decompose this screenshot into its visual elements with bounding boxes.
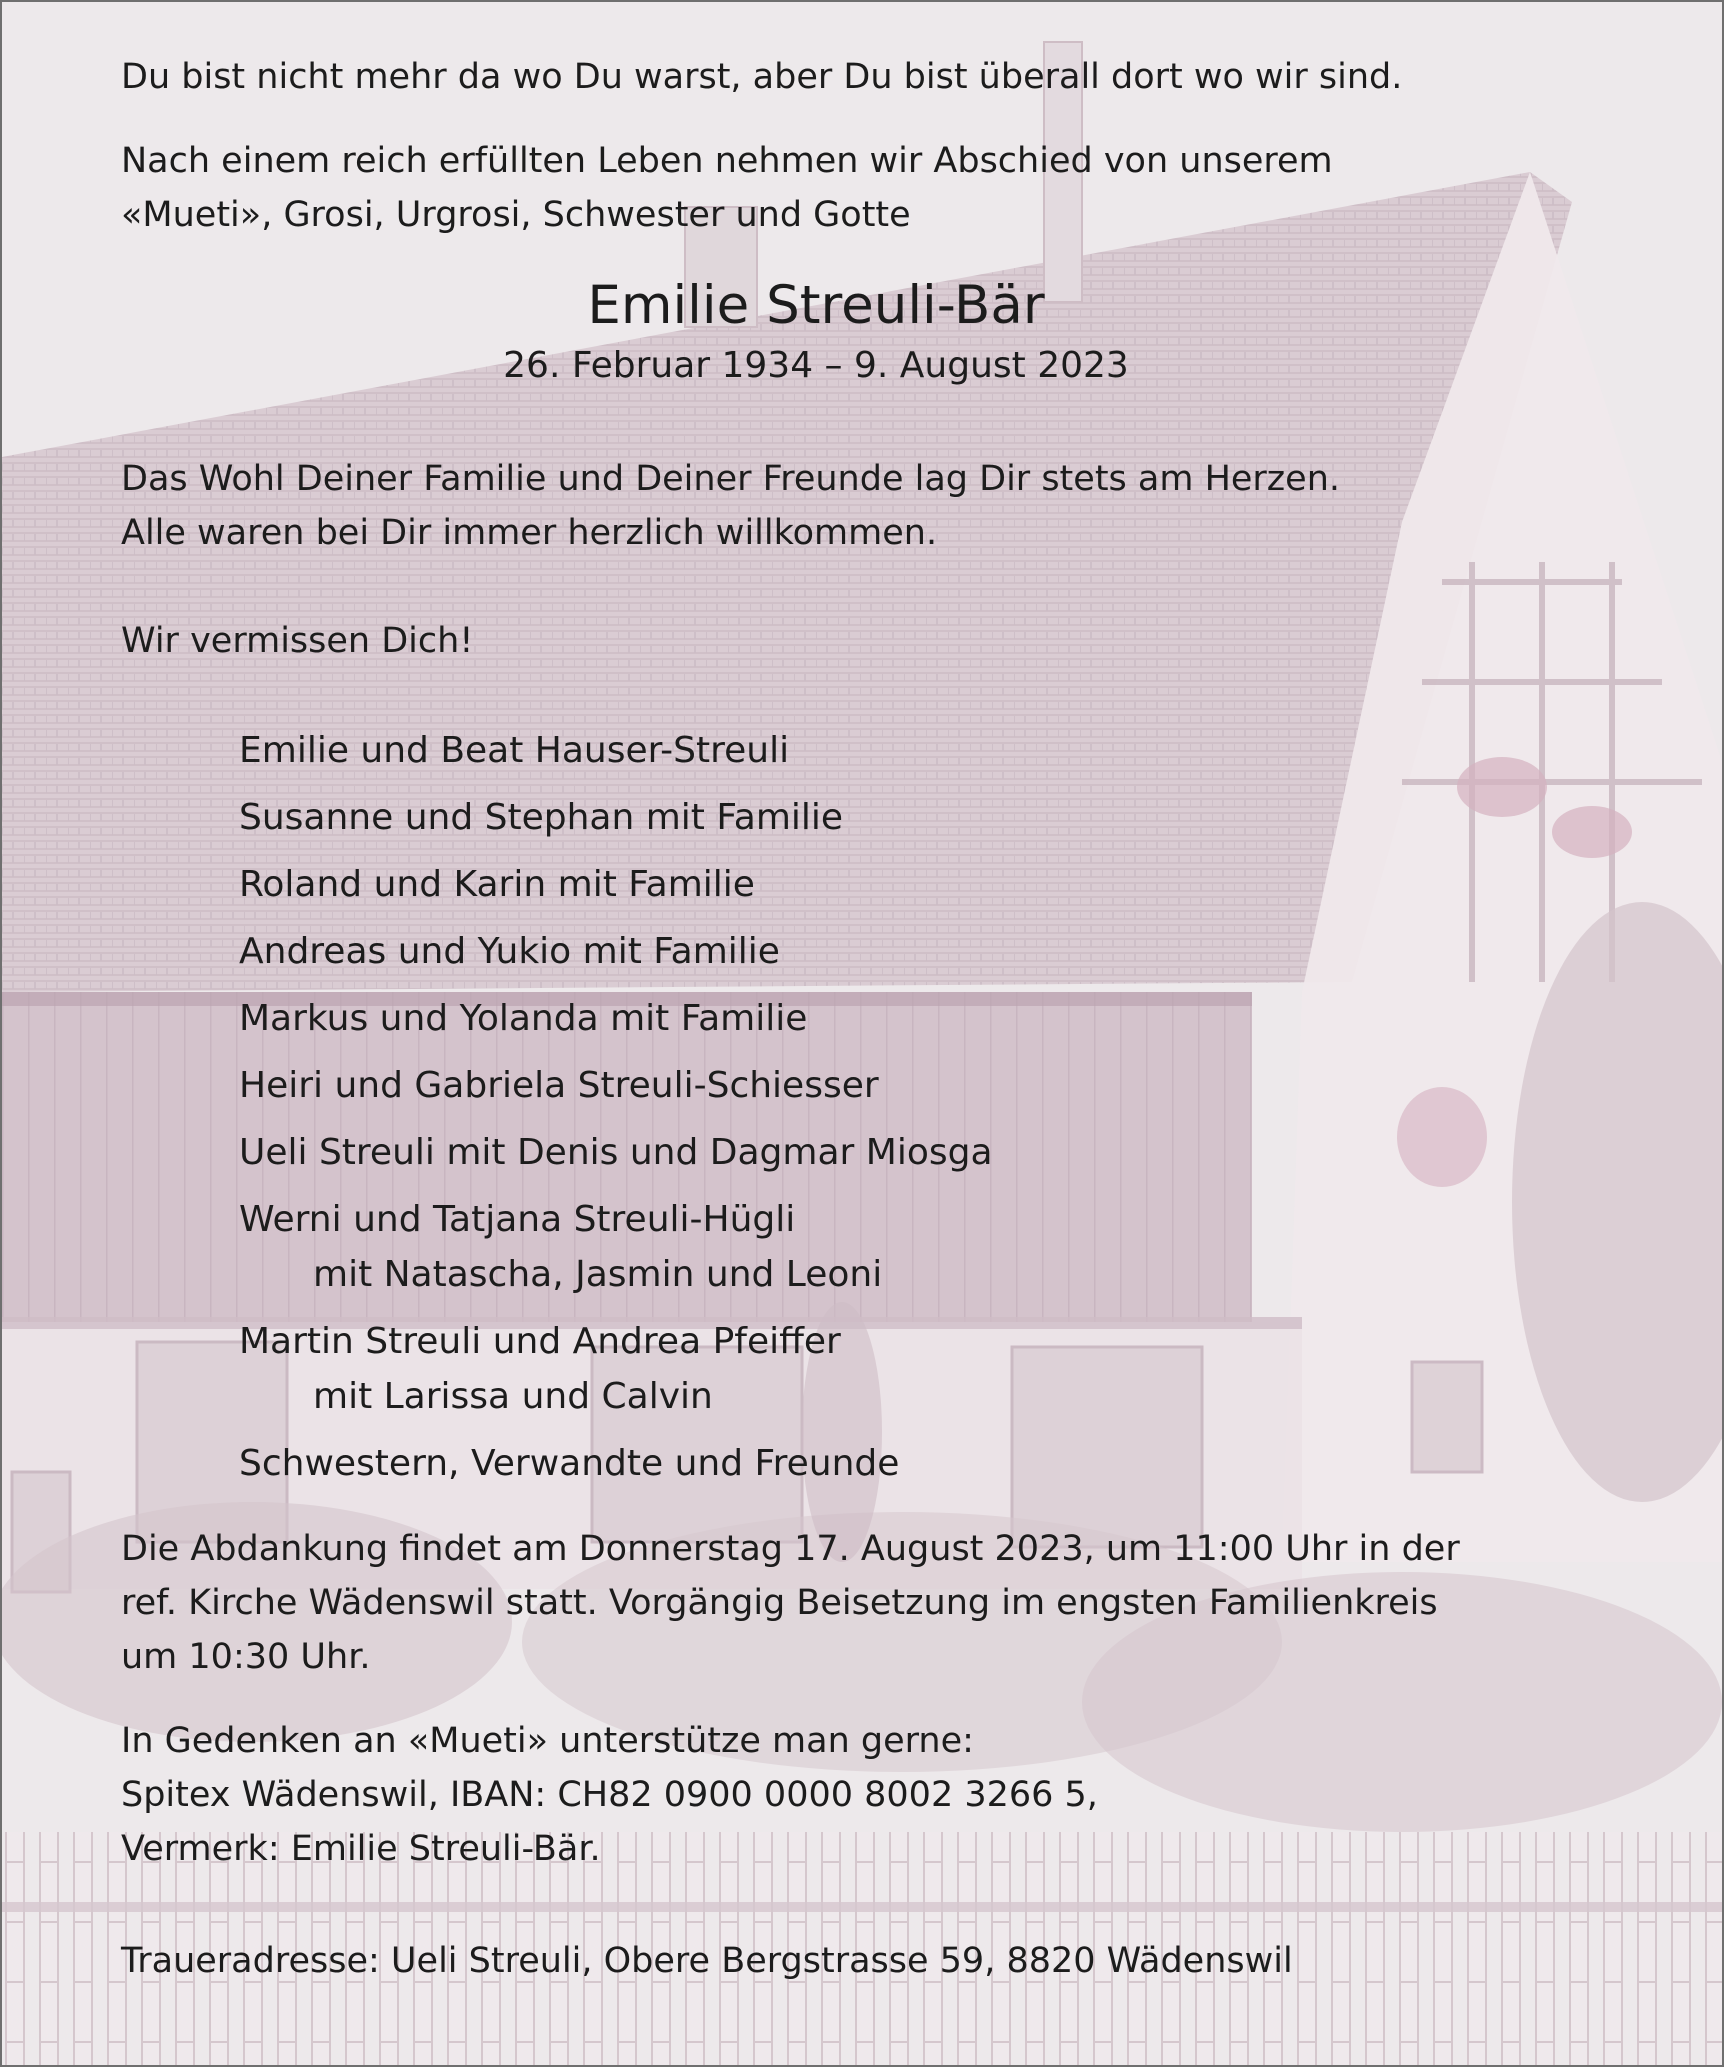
mourner-entry: Werni und Tatjana Streuli-Hügli mit Natascha, Jasmin und Leoni [239,1191,1641,1303]
memorial-donation: In Gedenken an «Mueti» unterstütze man gerne: Spitex Wädenswil, IBAN: CH82 0900 0000 8002 3266 5, Vermerk: Emilie Streuli-Bär. [121,1721,1098,1869]
mourners-list [239,722,1641,1492]
mourner-entry: Ueli Streuli mit Denis und Dagmar Miosga [239,1132,993,1173]
mourner-entry: Andreas und Yukio mit Familie [239,931,780,972]
deceased-name: Emilie Streuli-Bär [587,275,1045,336]
mourner-entry: Martin Streuli und Andrea Pfeiffer mit Larissa und Calvin [239,1313,1641,1425]
mourner-entry: Susanne und Stephan mit Familie [239,797,844,838]
farewell-text: Wir vermissen Dich! [121,621,474,661]
mourner-entry: Markus und Yolanda mit Familie [239,998,808,1039]
tribute-text: Das Wohl Deiner Familie und Deiner Freunde lag Dir stets am Herzen. Alle waren bei Dir immer herzlich willkommen. [121,459,1341,553]
notice-text [121,50,1641,1988]
mourner-entry: Emilie und Beat Hauser-Streuli [239,730,790,771]
mourning-address: Traueradresse: Ueli Streuli, Obere Bergstrasse 59, 8820 Wädenswil [121,1941,1293,1981]
mourner-entry: Roland und Karin mit Familie [239,864,755,905]
service-details: Die Abdankung findet am Donnerstag 17. August 2023, um 11:00 Uhr in der ref. Kirche Wädenswil statt. Vorgängig Beisetzung im engsten Familienkreis um 10:30 Uhr. [121,1529,1460,1677]
life-dates: 26. Februar 1934 – 9. August 2023 [503,345,1129,386]
mourner-subline: mit Larissa und Calvin [313,1376,713,1417]
mourner-entry: Schwestern, Verwandte und Freunde [239,1443,900,1484]
mourner-entry: Heiri und Gabriela Streuli-Schiesser [239,1065,879,1106]
motto: Du bist nicht mehr da wo Du warst, aber Du bist überall dort wo wir sind. [121,57,1403,97]
intro-text: Nach einem reich erfüllten Leben nehmen wir Abschied von unserem «Mueti», Grosi, Urgrosi, Schwester und Gotte [121,141,1333,235]
mourner-subline: mit Natascha, Jasmin und Leoni [313,1254,883,1295]
